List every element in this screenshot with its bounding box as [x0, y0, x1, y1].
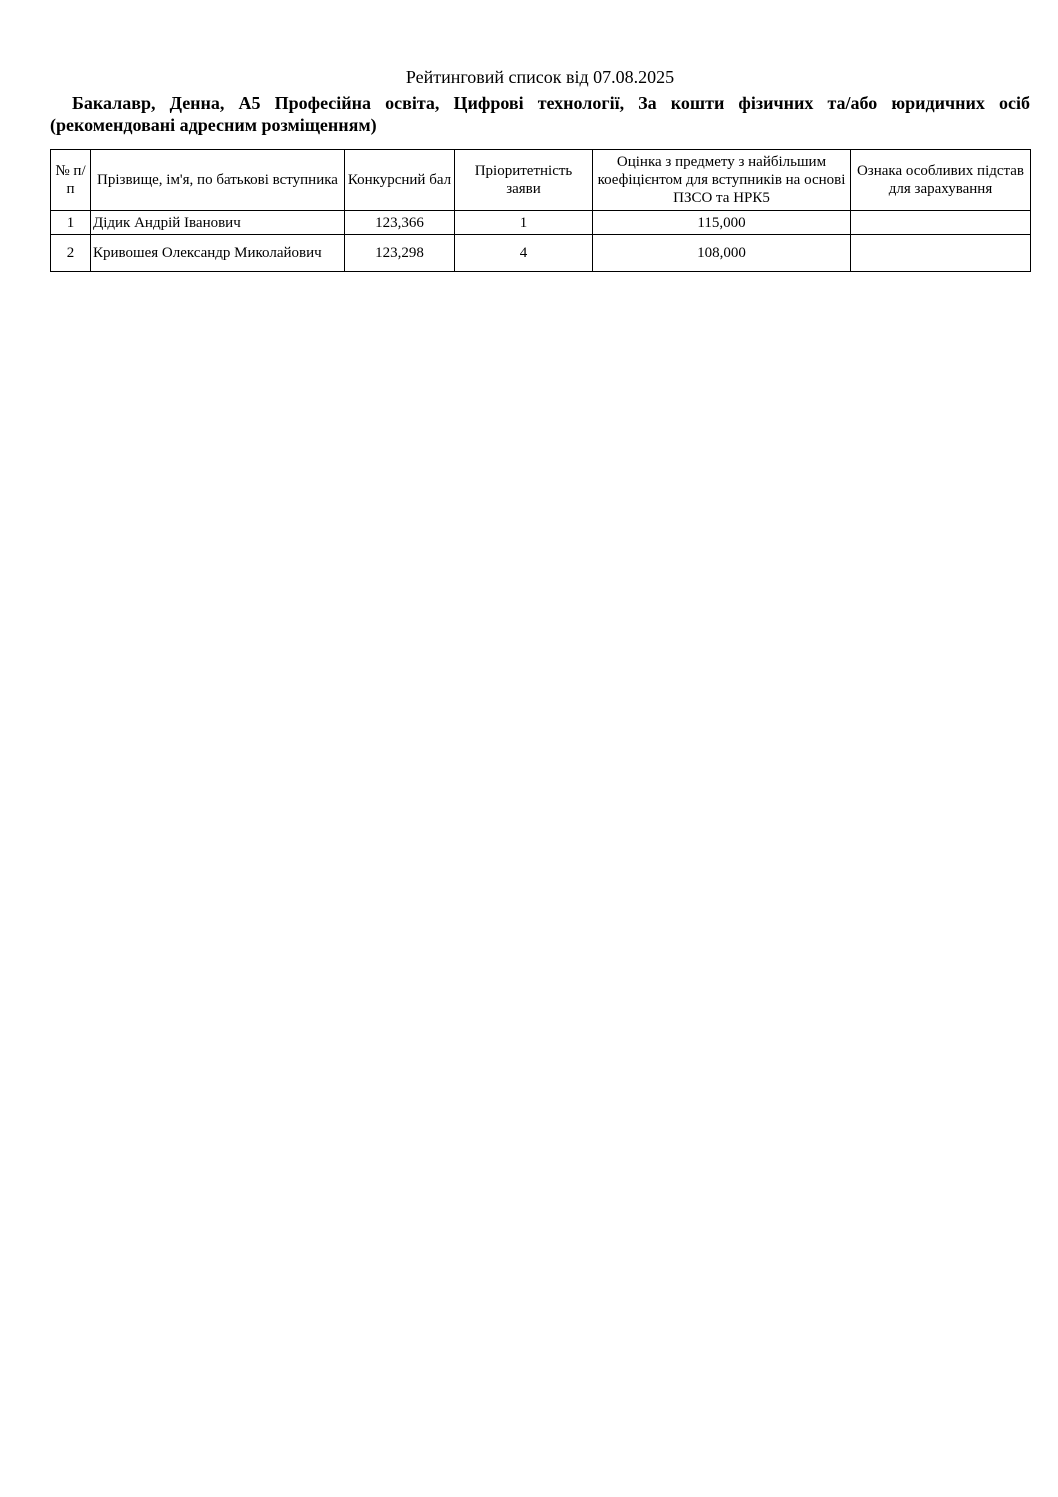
- table-row: [51, 211, 1031, 235]
- cell-subject-grade: 115,000: [593, 211, 851, 235]
- cell-num: 2: [51, 235, 91, 272]
- cell-priority: 1: [455, 211, 593, 235]
- header-name: Прізвище, ім'я, по батькові вступника: [91, 150, 345, 211]
- cell-name: Дідик Андрій Іванович: [91, 211, 345, 235]
- table-row: [51, 235, 1031, 272]
- header-priority: Пріоритетність заяви: [455, 150, 593, 211]
- cell-num: 1: [51, 211, 91, 235]
- header-num: № п/п: [51, 150, 91, 211]
- cell-score: 123,366: [345, 211, 455, 235]
- header-special-basis: Ознака особливих підстав для зарахування: [851, 150, 1031, 211]
- page-title: Рейтинговий список від 07.08.2025: [405, 67, 675, 87]
- cell-name: Кривошея Олександр Миколайович: [91, 235, 345, 272]
- rating-table: [50, 149, 1031, 272]
- cell-subject-grade: 108,000: [593, 235, 851, 272]
- list-subtitle: Бакалавр, Денна, A5 Професійна освіта, Цифрові технології, За кошти фізичних та/або юридичних осіб (рекомендовані адресним розміщенням): [50, 93, 1030, 135]
- cell-special-basis: [851, 211, 1031, 235]
- header-subject-grade: Оцінка з предмету з найбільшим коефіцієнтом для вступників на основі ПЗСО та НРК5: [593, 150, 851, 211]
- cell-priority: 4: [455, 235, 593, 272]
- header-score: Конкурсний бал: [345, 150, 455, 211]
- cell-score: 123,298: [345, 235, 455, 272]
- table-header-row: [51, 150, 1031, 211]
- cell-special-basis: [851, 235, 1031, 272]
